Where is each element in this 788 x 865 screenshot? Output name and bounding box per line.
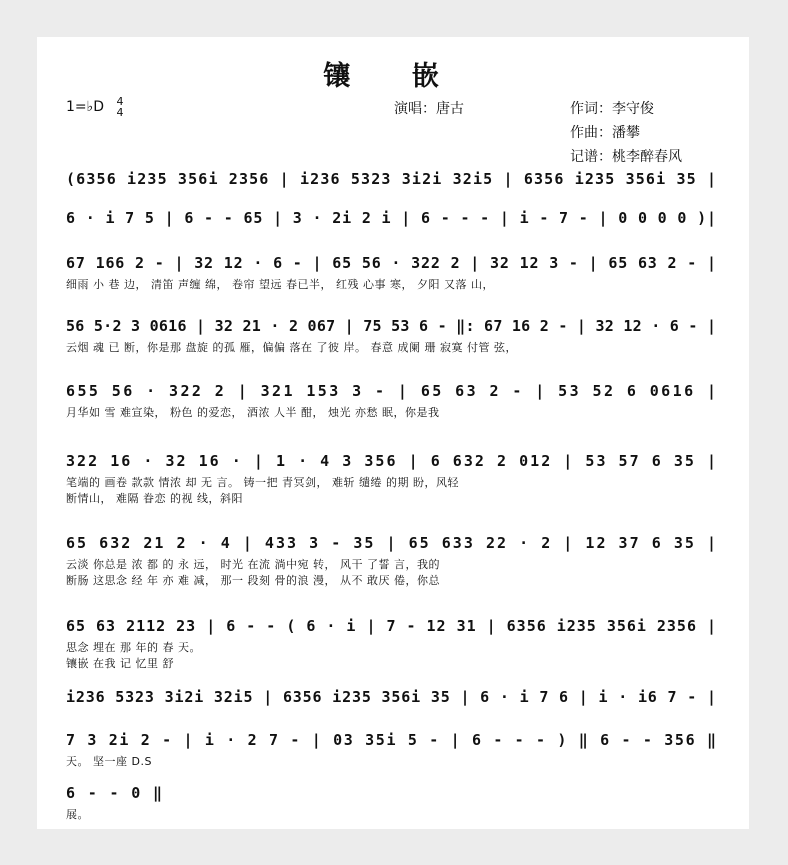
notation-text: 322 16 · 32 16 · | 1 · 4 3 356 | 6 632 2 012 | 53 57 6 35 | [66,452,716,470]
notation-line [66,378,722,418]
notation-text: 65 63 2112 23 | 6 - - ( 6 · i | 7 - 12 31 | 6356 i235 356i 2356 | [66,617,716,635]
notation-notes [66,378,722,402]
time-signature [116,96,123,118]
notation-notes [66,250,722,274]
transcriber-credit: 记谱：桃李醉春风 [570,149,682,165]
notation-line [66,313,722,353]
lyric-line-1: 云烟 魂 已 断，你是那 盘旋 的孤 雁，偏偏 落在 了彼 岸。 春意 成阑 珊 寂寞 付管 弦， [66,341,517,354]
time-top: 4 [116,95,124,108]
composer-credit: 作曲：潘攀 [570,125,640,141]
notation-notes [66,166,722,190]
notation-text: 655 56 · 322 2 | 321 153 3 - | 65 63 2 - | 53 52 6 0616 | [66,382,716,400]
notation-notes [66,313,722,337]
lyric-line-1: 细雨 小 巷 边， 清笛 声缠 绵， 卷帘 望远 春已半， 红残 心事 寒， 夕阳 又落 山， [66,278,494,291]
notation-line [66,250,722,290]
song-title: 镶 嵌 [323,61,465,92]
lyric-line-1: 展。 [66,808,89,821]
notation-text: (6356 i235 356i 2356 | i236 5323 3i2i 32i5 | 6356 i235 356i 35 | [66,170,716,188]
notation-notes [66,727,722,751]
notation-line [66,166,722,206]
notation-text: 56 5·2 3 0616 | 32 21 · 2 067 | 75 53 6 - ‖: 67 16 2 - | 32 12 · 6 - | [66,317,716,335]
lyric-line-2: 断肠 这思念 经 年 亦 难 减， 那一 段刻 骨的浪 漫， 从不 敢厌 倦，你总 [66,574,440,587]
notation-notes [66,613,722,637]
notation-notes [66,530,722,554]
singer-credit: 演唱：唐古 [394,101,464,117]
key-text: 1=♭D [66,99,105,115]
notation-line [66,448,722,505]
notation-line [66,530,722,587]
notation-notes [66,684,722,708]
notation-text: 6 - - 0 ‖ [66,784,162,802]
notation-line [66,780,722,820]
notation-text: 65 632 21 2 · 4 | 433 3 - 35 | 65 633 22 · 2 | 12 37 6 35 | [66,534,716,552]
notation-text: 7 3 2i 2 - | i · 2 7 - | 03 35i 5 - | 6 - - - ) ‖ 6 - - 356 ‖ [66,731,717,749]
time-bottom: 4 [116,106,124,119]
lyric-line-1: 月华如 雪 难宣染， 粉色 的爱恋， 酒浓 人半 酣， 烛光 亦愁 眠，你是我 [66,406,440,419]
key-signature [66,96,123,118]
notation-notes [66,780,722,804]
lyric-line-2: 镶嵌 在我 记 忆里 舒 [66,657,174,670]
notation-line [66,205,722,245]
notation-text: i236 5323 3i2i 32i5 | 6356 i235 356i 35 | 6 · i 7 6 | i · i6 7 - | [66,688,716,706]
lyric-line-1: 天。 坚一座 D.S [66,755,152,768]
lyric-line-2: 断情山， 难隔 眷恋 的视 线，斜阳 [66,492,243,505]
notation-line [66,613,722,670]
notation-text: 6 · i 7 5 | 6 - - 65 | 3 · 2i 2 i | 6 - - - | i - 7 - | 0 0 0 0 )| [66,209,716,227]
lyricist-credit: 作词：李守俊 [570,101,654,117]
lyric-line-1: 云淡 你总是 浓 都 的 永 远， 时光 在流 淌中宛 转， 风干 了誓 言，我的 [66,558,440,571]
notation-text: 67 166 2 - | 32 12 · 6 - | 65 56 · 322 2 | 32 12 3 - | 65 63 2 - | [66,254,716,272]
lyric-line-1: 思念 埋在 那 年的 春 天。 [66,641,201,654]
lyric-line-1: 笔端的 画卷 款款 情浓 却 无 言。 铸一把 青冥剑， 难斩 缱绻 的期 盼，风轻 [66,476,459,489]
notation-line [66,684,722,724]
notation-notes [66,448,722,472]
notation-line [66,727,722,767]
notation-notes [66,205,722,229]
